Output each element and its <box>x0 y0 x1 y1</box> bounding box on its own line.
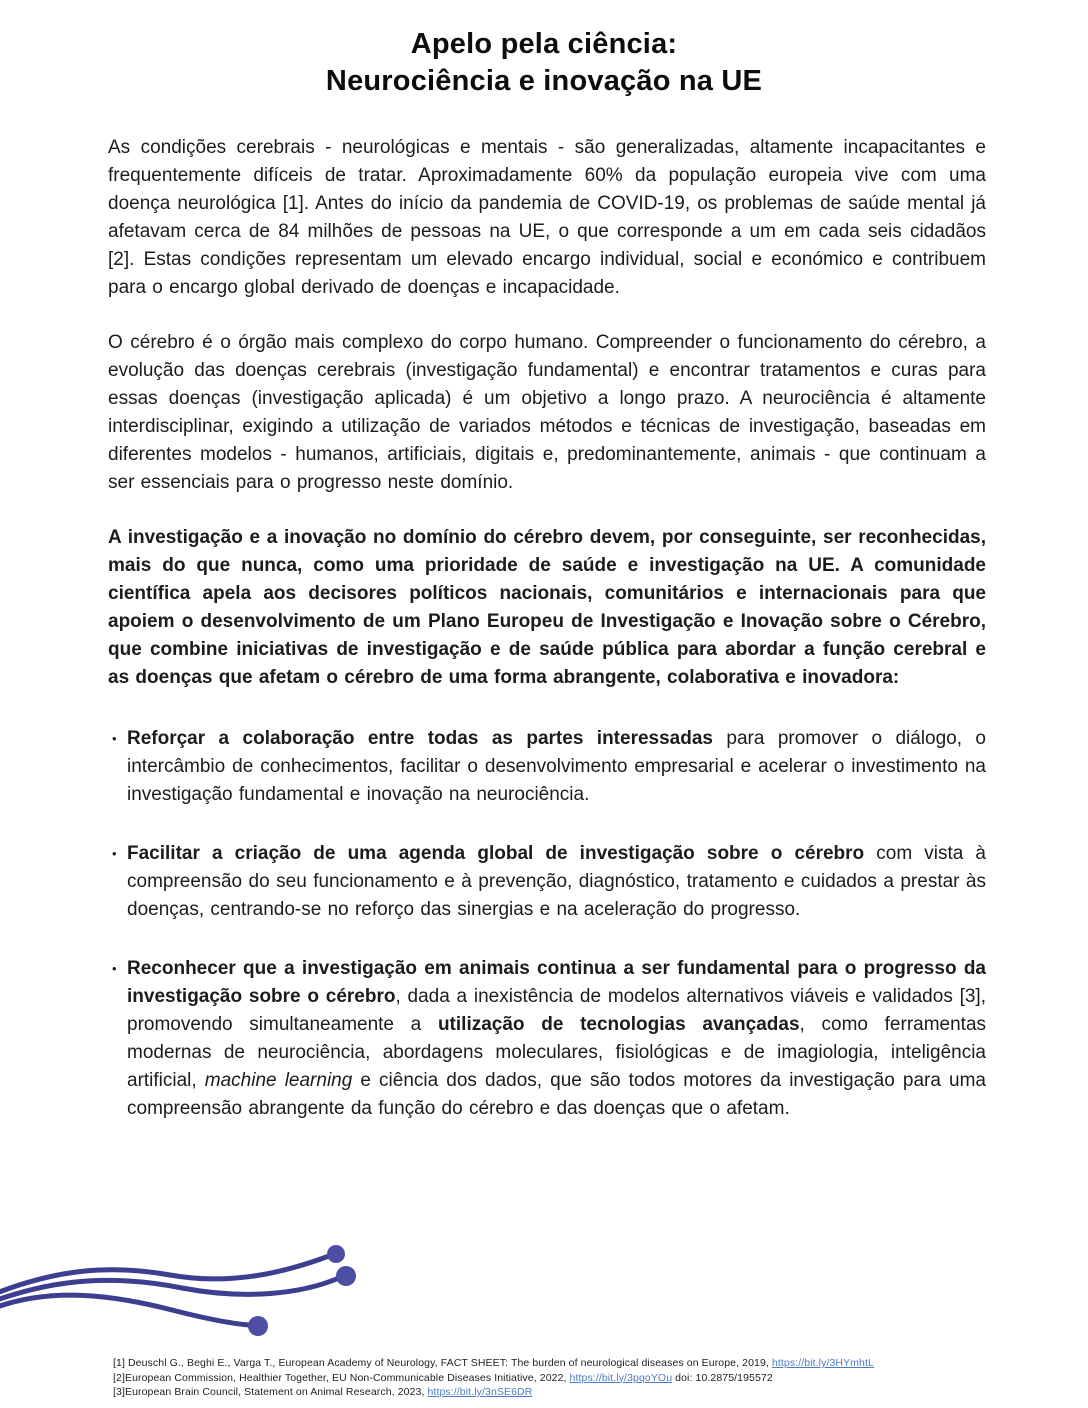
bullet-list <box>108 725 986 1123</box>
bullet-text: , como ferramentas modernas de neurociência, abordagens moleculares, fisiológicas e de imagiologia, inteligência artificial, <box>127 1014 987 1091</box>
bullet-text: e ciência dos dados, que são todos motores da investigação para uma compreensão abrangente da função do cérebro e das doenças que o afetam. <box>127 1070 986 1119</box>
footnote-1-link[interactable]: https://bit.ly/3HYmhtL <box>771 1357 874 1369</box>
bullet-icon: • <box>112 846 117 861</box>
bullet-text: com vista à compreensão do seu funcionamento e à prevenção, diagnóstico, tratamento e cuidados a prestar às doenças, centrando-se no reforço das sinergias e na aceleração do progresso. <box>127 843 986 920</box>
title-line-2: Neurociência e inovação na UE <box>325 65 763 97</box>
footnote-text: [3]European Brain Council, Statement on Animal Research, 2023, <box>113 1386 428 1398</box>
footnote-2 <box>113 1371 998 1386</box>
bullet-lead-bold: Reforçar a colaboração entre todas as partes interessadas <box>127 728 713 749</box>
footnotes <box>113 1356 998 1400</box>
bullet-icon: • <box>112 731 117 746</box>
footnote-text: [2]European Commission, Healthier Together, EU Non-Communicable Diseases Initiative, 2022, <box>113 1371 570 1384</box>
footnote-2-link[interactable]: https://bit.ly/3pqoYOu <box>569 1371 673 1384</box>
bullet-item-collaboration <box>108 725 986 809</box>
footnote-3-link[interactable]: https://bit.ly/3nSE6DR <box>427 1386 533 1398</box>
paragraph-brain-complexity: O cérebro é o órgão mais complexo do corpo humano. Compreender o funcionamento do cérebro, a evolução das doenças cerebrais (investigação fundamental) e encontrar tratamentos e curas para essas doenças (investigação aplicada) é um objetivo a longo prazo. A neurociência é altamente interdisciplinar, exigindo a utilização de variados métodos e técnicas de investigação, baseadas em diferentes modelos - humanos, artificiais, digitais e, predominantemente, animais - que continuam a ser essenciais para o progresso neste domínio. <box>108 332 986 493</box>
neural-lines-decoration <box>0 1237 372 1342</box>
bullet-text: para promover o diálogo, o intercâmbio de conhecimentos, facilitar o desenvolvimento empresarial e acelerar o investimento na investigação fundamental e inovação na neurociência. <box>127 728 986 805</box>
paragraph-call-to-action: A investigação e a inovação no domínio do cérebro devem, por conseguinte, ser reconhecidas, mais do que nunca, como uma prioridade de saúde e investigação na UE. A comunidade científica apela aos decisores políticos nacionais, comunitários e internacionais para que apoiem o desenvolvimento de um Plano Europeu de Investigação e Inovação sobre o Cérebro, que combine iniciativas de investigação e de saúde pública para abordar a função cerebral e as doenças que afetam o cérebro de uma forma abrangente, colaborativa e inovadora: <box>108 527 986 688</box>
bullet-lead-bold: Facilitar a criação de uma agenda global de investigação sobre o cérebro <box>127 843 865 864</box>
document-body <box>108 134 986 1123</box>
bullet-inline-bold: utilização de tecnologias avançadas <box>437 1014 800 1035</box>
bullet-item-global-agenda <box>108 840 986 924</box>
footnote-text: [1] Deuschl G., Beghi E., Varga T., European Academy of Neurology, FACT SHEET: The burden of neurological diseases on Europe, 2019, <box>113 1357 772 1369</box>
bullet-icon: • <box>112 961 117 976</box>
bullet-italic-term: machine learning <box>204 1070 353 1091</box>
footnote-suffix: doi: 10.2875/195572 <box>672 1371 773 1384</box>
bullet-lead-bold: Reconhecer que a investigação em animais continua a ser fundamental para o progresso da investigação sobre o cérebro <box>127 958 986 1007</box>
paragraph-brain-conditions: As condições cerebrais - neurológicas e mentais - são generalizadas, altamente incapacitantes e frequentemente difíceis de tratar. Aproximadamente 60% da população europeia vive com uma doença neurológica [1]. Antes do início da pandemia de COVID-19, os problemas de saúde mental já afetavam cerca de 84 milhões de pessoas na UE, o que corresponde a um em cada seis cidadãos [2]. Estas condições representam um elevado encargo individual, social e económico e contribuem para o encargo global derivado de doenças e incapacidade. <box>108 137 986 298</box>
bullet-text: , dada a inexistência de modelos alternativos viáveis e validados [3], promovendo simultaneamente a <box>127 986 986 1035</box>
footnote-1 <box>113 1356 998 1371</box>
bullet-item-animal-research <box>108 955 986 1123</box>
title-line-1: Apelo pela ciência: <box>410 28 678 60</box>
footnote-3 <box>113 1385 998 1400</box>
page-title <box>0 0 1088 100</box>
